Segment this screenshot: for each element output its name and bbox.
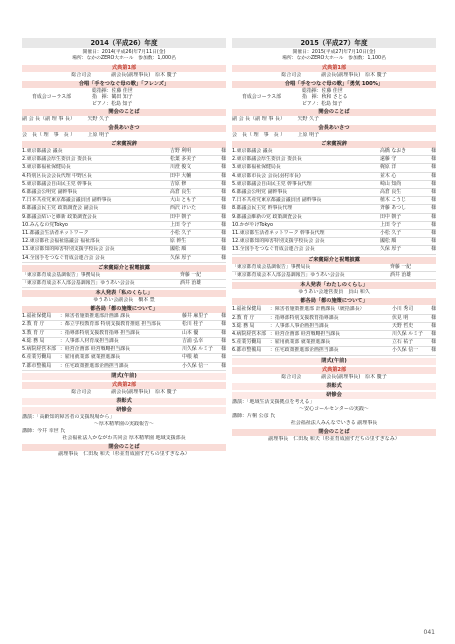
guest-row: 8.都議会民主党 政策調査会 副会長 西沢 けいた 様: [22, 205, 226, 213]
training-header: 研修会: [232, 392, 436, 399]
awards-header: 表彰式: [22, 398, 226, 405]
chorus-conductor-general: 総指揮：佐藤 佳世: [302, 87, 343, 94]
morning-close-header: 閉式(午前): [232, 358, 436, 365]
awards-header: 表彰式: [232, 383, 436, 390]
report-row: 5.産業労働局 ：雇用就業部 就業推進課長 立石 祐子 様: [232, 339, 436, 347]
year-title: 2015（平成27）年度: [232, 38, 436, 48]
guest-row: 6.都議会公明党 副幹事長 高倉 良生 様: [22, 189, 226, 197]
report-row: 2.教 育 庁 ：都立学校教育部 特別支援教育推進 担当部長 松川 桂子 様: [22, 321, 226, 329]
intro-row: 「東京都育成会本人部会基調報告」ゆうあい会会長 酒井 治雄: [232, 272, 436, 280]
ceremony-part2-header: 式典第2部: [22, 382, 226, 389]
chorus-staff: [92, 88, 133, 107]
guest-row: 5.東京都議会自由民主党 幹事長 吉原 修 様: [22, 181, 226, 189]
mc-line-2: 総合司会 副会長(副理事長) 原木 慶子: [71, 388, 177, 395]
morning-close-header: 閉式(午前): [22, 373, 226, 380]
guest-row: 4.東京都市長会 会長(羽村市長) 並木 心 様: [232, 173, 436, 181]
lecturer-affiliation: 社会福祉法人みんなでいきる 副理事長: [290, 419, 378, 426]
self-advocate-header: 本人発表「わたしのくらし」: [232, 282, 436, 289]
event-venue: 場所：なかのZERO大ホール 参加数：1,000名: [72, 56, 176, 62]
guest-speeches-header: ご来賓祝辞: [22, 141, 226, 148]
intro-row: 「東京都育成会本人部会基調報告」ゆうあい会会長 酒井 治雄: [22, 280, 226, 288]
opening-header: 開会のことば: [22, 109, 226, 116]
report-row: 3.総 務 局 ：人事部人事企画担当課長 天野 哲史 様: [232, 323, 436, 331]
chorus-block: [232, 88, 436, 107]
page-number: 041: [423, 629, 435, 636]
report-row: 4.病院経営本部 ：経営企画部 経営戦略担当課長 川久保 ルミ子 様: [232, 331, 436, 339]
guest-row: 10.みんなの党Tokyo 上田 令子 様: [22, 222, 226, 230]
report-row: 6.都市整備局 ：住宅政策推進部企画担当課長 小久保 信一 様: [232, 347, 436, 355]
guest-row: 9.都議会結いと維新 政策調査会長 田中 朝子 様: [22, 214, 226, 222]
guest-list: [232, 148, 436, 255]
report-row: 5.病院経営本部 ：経営企画部 経営戦略担当課長 川久保 ルミ子 様: [22, 346, 226, 354]
guest-intro-header: ご来賓紹介と祝電披露: [232, 257, 436, 264]
event-date: 開催日：2014(平成26)年7月11日(金): [82, 50, 166, 55]
guest-row: 6.都議会公明党 副幹事長 高倉 良生 様: [232, 189, 436, 197]
chorus-pianist: ピアノ：松島 知子: [302, 100, 343, 107]
report-row: 3.教 育 庁 ：指導部特別支援教育指導 担当課長 山本 優 様: [22, 330, 226, 338]
left-column-2014: [22, 38, 226, 458]
greeting-speaker: 会 長（ 理 事 長 ） 上原 明子: [22, 132, 110, 139]
guest-row: 12.東京都知的障害特別支援学校長会 会長 國松 順 様: [232, 238, 436, 246]
guest-speeches-header: ご来賓祝辞: [232, 141, 436, 148]
guest-row: 2.東京都議会厚生委員会 委員長 遠藤 守 様: [232, 156, 436, 164]
training-header: 研修会: [22, 407, 226, 414]
greeting-header: 会長あいさつ: [22, 125, 226, 132]
bureau-report-list: [232, 305, 436, 356]
guest-row: 14.全国手をつなぐ育成会連合会 会長 久保 厚子 様: [22, 255, 226, 263]
self-advocate-speaker: ゆうあい会運営委員 員山 和久: [298, 289, 370, 296]
opening-speaker: 副 会 長（副 理 事 長） 矢野 久子: [232, 116, 320, 123]
chorus-label: 育成会コーラス部: [32, 93, 71, 100]
ceremony-part2-header: 式典第2部: [232, 367, 436, 374]
greeting-header: 会長あいさつ: [232, 125, 436, 132]
guest-row: 13.全国手をつなぐ育成会連合会 会長 久保 厚子 様: [232, 246, 436, 254]
guest-row: 13.東京都知的障害特別支援学校長会 会長 國松 順 様: [22, 246, 226, 254]
closing-header: 閉会のことば: [232, 429, 436, 436]
guest-row: 10.かがやけTokyo 上田 令子 様: [232, 222, 436, 230]
closing-speaker: 副理事長 仁田坂 和夫（杉並育成園すだちの里すぎなみ）: [58, 450, 190, 457]
guest-intro-header: ご来賓紹介と祝電披露: [22, 265, 226, 272]
report-row: 6.産業労働局 ：雇用就業部 就業推進課長 中根 敏 様: [22, 354, 226, 362]
ceremony-part1-header: 式典第1部: [232, 65, 436, 72]
lecture-title: 講演：「高齢知的障害者の支援現場から」: [22, 413, 115, 420]
lecture-title: 講演：「地域生活支援拠点を考える」: [232, 398, 315, 405]
guest-row: 12.東京都社会福祉協議会 福祉部長 原 幹生 様: [22, 238, 226, 246]
chorus-block: [22, 88, 226, 107]
intro-row: 「東京都育成会基調報告」事務局長 齊藤 一紀: [22, 272, 226, 280]
opening-speaker: 副 会 長（副 理 事 長） 矢野 久子: [22, 116, 110, 123]
lecture-subtitle: ～安心コールセンターの実践～: [299, 405, 369, 412]
mc-line: 総合司会 副会長(副理事長) 原木 慶子: [71, 71, 177, 78]
ceremony-part1-header: 式典第1部: [22, 65, 226, 72]
lecturer-affiliation: 社会福祉法人かながわ共同会 厚木精華園 地域支援部長: [62, 434, 186, 441]
chorus-header: 合唱「手をつなぐ母の歌」「フレンズ」: [22, 81, 226, 88]
greeting-speaker: 会 長（ 理 事 長 ） 上原 明子: [232, 132, 320, 139]
guest-row: 7.日本共産党東京都議会議員団 副幹事長 大山 とも子 様: [22, 197, 226, 205]
event-venue: 場所：なかのZERO大ホール 参加数：1,100名: [282, 56, 386, 62]
chorus-staff: [302, 88, 348, 107]
report-row: 1.福祉保健局 ：障害者施策推進部 計画課長（統括課長） 小川 秀司 様: [232, 305, 436, 315]
chorus-pianist: ピアノ：松島 知子: [92, 100, 133, 107]
guest-row: 3.東京都福祉保健局長 川澄 俊文 様: [22, 164, 226, 172]
bureau-reports-header: 都各局「都の施策について」: [22, 306, 226, 313]
mc-line: 総合司会 副会長(副理事長) 原木 慶子: [281, 71, 387, 78]
lecture-subtitle: ～厚木精華園の実践報告～: [93, 420, 154, 427]
guest-row: 7.日本共産党東京都議会議員団 副幹事長 植木 こうじ 様: [232, 197, 436, 205]
opening-header: 開会のことば: [232, 109, 436, 116]
chorus-header: 合唱「手をつなぐ母の歌」「勇気 100%」: [232, 81, 436, 88]
bureau-reports-header: 都各局「都の施策について」: [232, 298, 436, 305]
guest-row: 8.都議会民主党 幹事長代理 斉藤 あつし 様: [232, 205, 436, 213]
event-date: 開催日：2015(平成27)年7月10日(金): [292, 50, 376, 55]
report-row: 4.総 務 局 ：人事部人材育成担当課長 吉浦 弘幸 様: [22, 338, 226, 346]
guest-row: 2.東京都議会厚生委員会 委員長 松葉 多美子 様: [22, 156, 226, 164]
mc-line-2: 総合司会 副会長(副理事長) 原木 慶子: [281, 373, 387, 380]
chorus-conductor: 指 揮：秋和 さとる: [302, 94, 348, 101]
intro-row: 「東京都育成会基調報告」事務局長 齊藤 一紀: [232, 264, 436, 272]
guest-row: 3.東京都福祉保健局長 梶原 洋 様: [232, 164, 436, 172]
lecturer-name: 講師：今井 幸世 氏: [22, 427, 66, 434]
lecturer-name: 講師：片桐 公彦 氏: [232, 412, 276, 419]
chorus-conductor-general: 総指揮：佐藤 佳世: [92, 87, 133, 94]
closing-header: 閉会のことば: [22, 444, 226, 451]
guest-row: 11.都議会生活者ネットワーク 小松 久子 様: [22, 230, 226, 238]
report-row: 1.福祉保健局 ：障害者施策推進部計画課 課長 藤井 麻里子 様: [22, 313, 226, 321]
year-title: 2014（平成26）年度: [22, 38, 226, 48]
guest-row: 4.特別区長会会長代理 中野区長 田中 大輔 様: [22, 173, 226, 181]
closing-speaker: 副理事長 仁田坂 和夫（杉並育成園すだちの里すぎなみ）: [268, 435, 400, 442]
self-advocate-speaker: ゆうあい会副会長 橋本 豊: [93, 297, 155, 304]
bureau-report-list: [22, 313, 226, 370]
report-row: 2.教 育 庁 ：指導部特別支援教育指導課長 伏見 明 様: [232, 315, 436, 323]
chorus-label: 育成会コーラス部: [242, 93, 281, 100]
chorus-conductor: 指 揮：鶴田 知子: [92, 94, 133, 101]
guest-list: [22, 148, 226, 263]
guest-row: 11.東京都生活者ネットワーク 幹事長代理 小松 久子 様: [232, 230, 436, 238]
guest-row: 1.東京都議会 議長 高橋 なおき 様: [232, 148, 436, 156]
guest-row: 9.都議会維新の党 政策調査会長 田中 朝子 様: [232, 214, 436, 222]
guest-row: 1.東京都議会 議長 吉野 利明 様: [22, 148, 226, 156]
right-column-2015: [232, 38, 436, 443]
guest-row: 5.東京都議会自由民主党 幹事長代理 崎山 知尚 様: [232, 181, 436, 189]
report-row: 7.都市整備局 ：住宅政策推進部企画担当課長 小久保 信一 様: [22, 363, 226, 371]
self-advocate-header: 本人発表「私のくらし」: [22, 290, 226, 297]
